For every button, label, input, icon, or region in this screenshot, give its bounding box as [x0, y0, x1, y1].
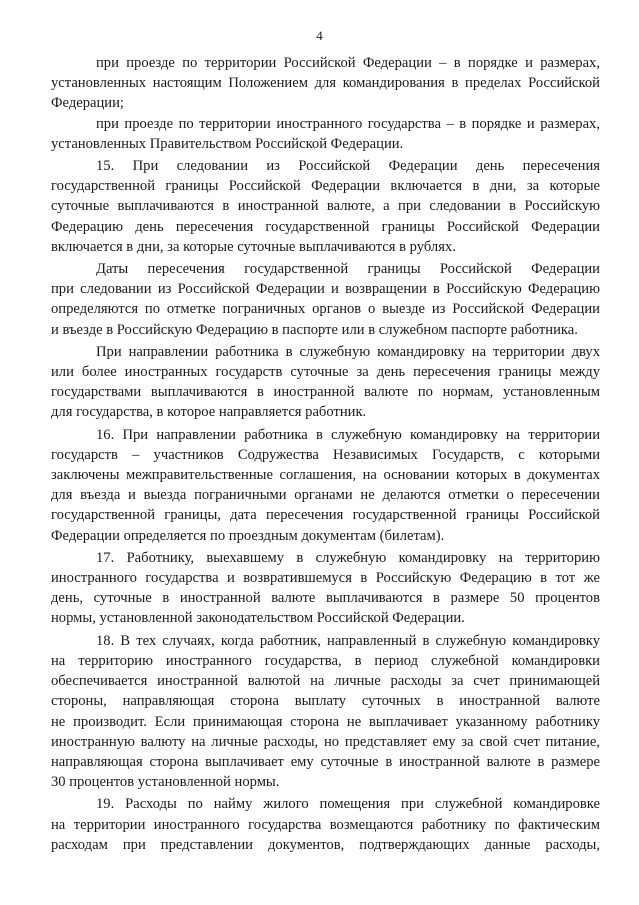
- text-line: для государства, в которое направляется работник.: [51, 404, 367, 421]
- text-line: 18. В тех случаях, когда работник, направленный в служебную командировку: [96, 632, 600, 649]
- paragraph: [51, 156, 600, 257]
- text-line: стороны, направляющая сторона выплату суточных в иностранной валюте: [51, 693, 600, 710]
- text-line: установленных настоящим Положением для командирования в пределах Российской: [51, 75, 600, 92]
- text-line: государствами выплачиваются в иностранной валюте по нормам, установленным: [51, 384, 600, 401]
- paragraph: [51, 53, 600, 114]
- text-line: расходам при представлении документов, подтверждающих данные расходы,: [51, 836, 600, 853]
- paragraph: [51, 259, 600, 340]
- text-line: государственной границы Российской Федерации включается в дни, за которые: [51, 178, 600, 195]
- text-line: 30 процентов установленной нормы.: [51, 774, 280, 791]
- text-line: нормы, установленной законодательством Российской Федерации.: [51, 610, 465, 627]
- text-line: и въезде в Российскую Федерацию в паспорте или в служебном паспорте работника.: [51, 321, 578, 338]
- text-line: 19. Расходы по найму жилого помещения при служебной командировке: [96, 796, 600, 813]
- text-line: Федерацию день пересечения государственной границы Российской Федерации: [51, 218, 600, 235]
- text-line: при следовании из Российской Федерации и возвращении в Российскую Федерацию: [51, 281, 600, 298]
- text-line: 16. При направлении работника в служебную командировку на территории: [96, 426, 600, 443]
- text-line: определяются по отметке пограничных органов о выезде из Российской Федерации: [51, 301, 600, 318]
- text-line: не производит. Если принимающая сторона не выплачивает указанному работнику: [51, 713, 600, 730]
- paragraph: [51, 794, 600, 855]
- paragraph: [51, 114, 600, 154]
- paragraph: [51, 548, 600, 629]
- text-line: при проезде по территории иностранного государства – в порядке и размерах,: [96, 115, 600, 132]
- text-line: государств – участников Содружества Независимых Государств, с которыми: [51, 446, 600, 463]
- text-line: обеспечивается иностранной валютой на личные расходы за счет принимающей: [51, 673, 600, 690]
- text-line: заключены межправительственные соглашения, на основании которых в документах: [51, 467, 600, 484]
- paragraph: [51, 342, 600, 423]
- text-line: суточные выплачиваются в иностранной валюте, а при следовании в Российскую: [51, 198, 600, 215]
- text-line: день, суточные в иностранной валюте выплачиваются в размере 50 процентов: [51, 590, 600, 607]
- text-line: При направлении работника в служебную командировку на территории двух: [96, 343, 600, 360]
- text-line: 17. Работнику, выехавшему в служебную командировку на территорию: [96, 549, 600, 566]
- text-line: Даты пересечения государственной границы Российской Федерации: [96, 261, 600, 278]
- text-line: для въезда и выезда пограничными органами не делаются отметки о пересечении: [51, 487, 600, 504]
- text-line: иностранного государства и возвратившемуся в Российскую Федерацию в тот же: [51, 570, 600, 587]
- text-line: или более иностранных государств суточные за день пересечения границы между: [51, 364, 600, 381]
- text-line: иностранную валюту на личные расходы, но представляет ему за свой счет питание,: [51, 733, 600, 750]
- page-number: 4: [316, 28, 323, 43]
- text-line: 15. При следовании из Российской Федерации день пересечения: [96, 158, 600, 175]
- document-body: [51, 53, 600, 855]
- text-line: Федерации;: [51, 95, 124, 112]
- text-line: на территории иностранного государства возмещаются работнику по фактическим: [51, 816, 600, 833]
- text-line: установленных Правительством Российской Федерации.: [51, 135, 404, 152]
- text-line: Федерации определяется по проездным документам (билетам).: [51, 527, 445, 544]
- text-line: при проезде по территории Российской Федерации – в порядке и размерах,: [96, 55, 600, 71]
- text-line: включается в дни, за которые суточные выплачиваются в рублях.: [51, 238, 456, 255]
- paragraph: [51, 631, 600, 793]
- paragraph: [51, 425, 600, 546]
- text-line: государственной границы, дата пересечения государственной границы Российской: [51, 507, 600, 524]
- text-line: направляющая сторона выплачивает ему суточные в иностранной валюте в размере: [51, 753, 600, 770]
- text-line: на территорию иностранного государства, в период служебной командировки: [51, 652, 600, 669]
